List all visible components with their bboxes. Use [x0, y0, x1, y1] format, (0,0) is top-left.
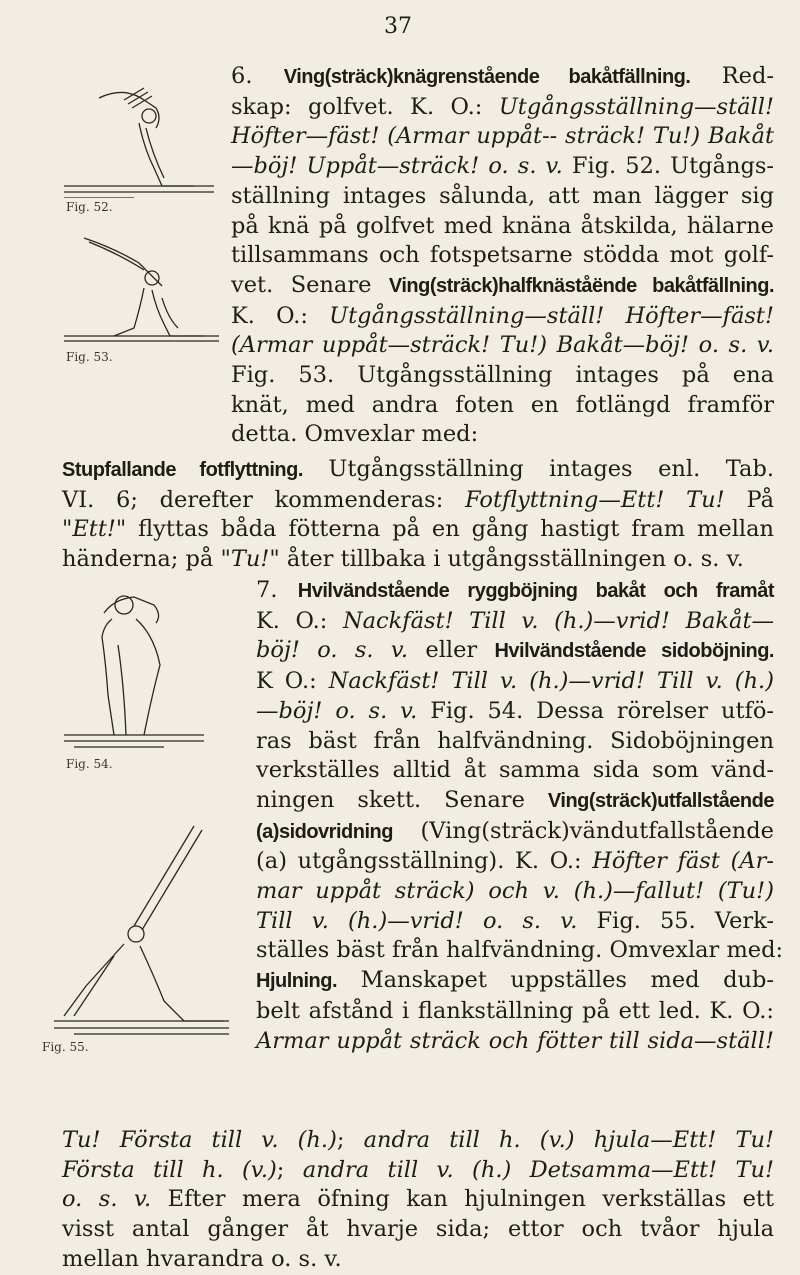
command: Till v. (h.)—vrid! o. s. v. [256, 907, 578, 934]
paragraph-stupfallande [62, 455, 774, 575]
text: ställning intages sålunda, att man lägger sig [231, 182, 774, 209]
exercise-title: Hvilvändstående sidoböjning. [494, 640, 774, 663]
figure-53 [44, 228, 224, 364]
command: Nackfäst! Till v. (h.)—vrid! Till v. (h.) [328, 668, 774, 695]
standing-bend-figure-icon [44, 585, 224, 755]
text: Red- [690, 63, 774, 89]
command: (Armar uppåt—sträck! Tu!) Bakåt—böj! o. s. v. [231, 332, 774, 359]
figure-55 [44, 816, 224, 1054]
text: belt afstånd i flankställning på ett led. K. O.: [256, 997, 774, 1024]
exercise-title: Hvilvändstående ryggböjning bakåt och framåt [297, 580, 774, 602]
exercise-title: (a)sidovridning [256, 820, 393, 843]
text: verkställes alltid åt samma sida som vänd- [256, 757, 774, 784]
text: visst antal gånger åt hvarje sida; ettor och tvåor hjula [62, 1216, 774, 1243]
command: Höfter fäst (Ar- [592, 848, 774, 875]
text: eller [408, 637, 495, 664]
text: detta. Omvexlar med: [231, 421, 479, 448]
text: K. O.: [231, 302, 330, 329]
command: o. s. v. [62, 1186, 152, 1213]
text: på knä på golfvet med knäna åtskilda, hälarne [231, 212, 774, 239]
text: ställes bäst från halfvändning. Omvexlar med: [256, 937, 784, 964]
text: tillsammans och fotspetsarne stödda mot golf- [231, 242, 774, 269]
text: 7. [256, 577, 298, 603]
command: andra till h. (v.) hjula—Ett! Tu! [363, 1127, 775, 1153]
text: händerna; på [62, 546, 221, 573]
text: Manskapet uppställes med dub- [337, 967, 774, 994]
exercise-title: Ving(sträck)utfallstående [547, 789, 774, 812]
text: flyttas båda fötterna på en gång hastigt fram mellan [126, 516, 774, 543]
exercise-title: Stupfallande fotflyttning. [62, 459, 303, 481]
text: 6. [231, 63, 284, 89]
figure-54 [44, 585, 224, 771]
command: böj! o. s. v. [256, 637, 409, 664]
command: mar uppåt sträck) och v. (h.)—fallut! (Tu!) [256, 878, 774, 905]
text: K. O.: [256, 607, 343, 634]
command: Första till h. (v.) [62, 1156, 277, 1183]
text: Fig. 54. Dessa rörelser utfö- [417, 697, 774, 724]
text: På [724, 486, 774, 513]
command: "Tu!" [220, 546, 280, 573]
command: Höfter—fäst! (Armar uppåt-- sträck! Tu!) Bakåt [231, 123, 774, 150]
command: "Ett!" [62, 516, 127, 543]
figure-caption: Fig. 55. [42, 1040, 89, 1054]
text: ; [276, 1156, 303, 1183]
command: Utgångsställning—ställ! Höfter—fäst! [329, 302, 774, 329]
page-number: 37 [384, 14, 412, 39]
kneeling-figure-icon [44, 78, 224, 198]
text: Utgångsställning intages enl. Tab. [302, 456, 775, 482]
half-kneeling-figure-icon [44, 228, 224, 348]
paragraph-7 [256, 576, 784, 1056]
text: Efter mera öfning kan hjulningen verkställas ett [151, 1186, 775, 1213]
text: vet. Senare [231, 271, 389, 298]
command: andra till v. (h.) Detsamma—Ett! Tu! [302, 1156, 774, 1183]
text: skap: golfvet. K. O.: [231, 93, 499, 120]
exercise-title: Hjulning. [256, 970, 338, 993]
text: ningen skett. Senare [256, 786, 548, 813]
text: åter tillbaka i utgångsställningen o. s. v. [279, 546, 744, 573]
falling-out-figure-icon [44, 816, 234, 1046]
command: Utgångsställning—ställ! [498, 93, 774, 120]
command: Nackfäst! Till v. (h.)—vrid! Bakåt— [342, 607, 774, 634]
command: Armar uppåt sträck och fötter till sida—ställ! [256, 1027, 774, 1054]
paragraph-hjulning-cont [62, 1126, 774, 1275]
command: Fotflyttning—Ett! Tu! [465, 486, 725, 513]
text: (a) utgångsställning). K. O.: [256, 848, 593, 875]
text: Fig. 53. Utgångsställning intages på ena [231, 362, 774, 389]
text: knät, med andra foten en fotlängd framför [231, 391, 774, 418]
exercise-title: Ving(sträck)halfknäståënde bakåtfällning. [388, 274, 775, 297]
exercise-title: Ving(sträck)knägrenstående bakåtfällning. [283, 66, 691, 88]
text: Fig. 55. Verk- [577, 907, 774, 934]
text: K O.: [256, 668, 329, 695]
text: ras bäst från halfvändning. Sidoböjningen [256, 727, 774, 754]
figure-caption: Fig. 52. [66, 200, 113, 214]
figure-52 [44, 78, 224, 214]
text: (Ving(sträck)vändutfallstående [392, 817, 774, 844]
figure-caption: Fig. 54. [66, 757, 113, 771]
text: ; [336, 1127, 364, 1153]
figure-caption: Fig. 53. [66, 350, 113, 364]
command: —böj! Uppåt—sträck! o. s. v. [231, 153, 563, 180]
command: —böj! o. s. v. [256, 697, 418, 724]
text: VI. 6; derefter kommenderas: [62, 486, 466, 513]
text: mellan hvarandra o. s. v. [62, 1245, 342, 1272]
paragraph-6 [231, 62, 774, 450]
text: Fig. 52. Utgångs- [562, 153, 775, 180]
command: Tu! Första till v. (h.) [62, 1127, 337, 1153]
